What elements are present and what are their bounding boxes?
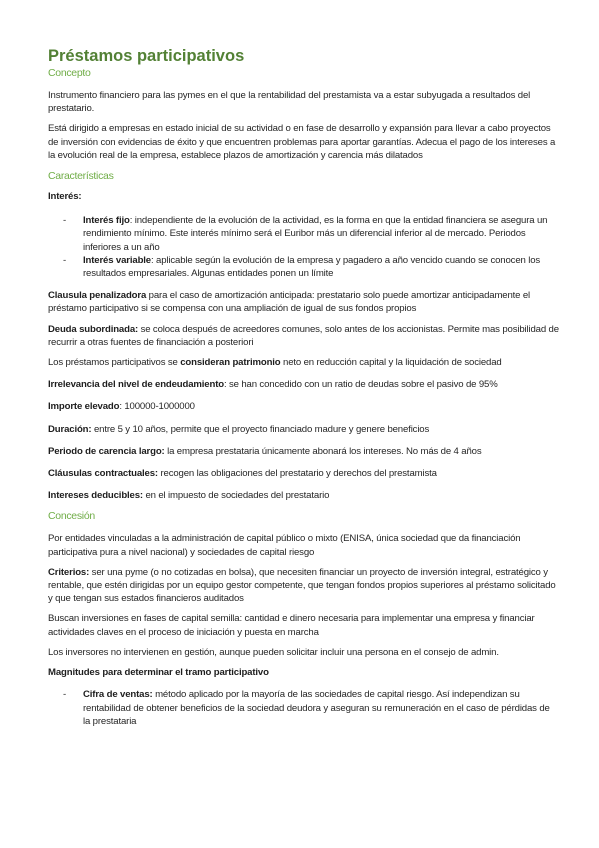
- term-cifra-ventas: Cifra de ventas:: [83, 689, 153, 701]
- list-item-interes-variable: - Interés variable: aplicable según la evolución de la empresa y pagadero a año vencido cuando se conocen los resultados empresariales. Algunas entidades ponen un límite: [63, 254, 541, 280]
- concepto-paragraph-1: Instrumento financiero para las pymes en el que la rentabilidad del prestamista va a estar subyugada a resultados del prestatario.: [48, 90, 531, 115]
- heading-concesion: Concesión: [48, 510, 95, 523]
- page-title: Préstamos participativos: [48, 47, 245, 65]
- interes-list: [48, 214, 559, 280]
- interes-label: Interés:: [48, 191, 82, 203]
- concepto-paragraph-2: Está dirigido a empresas en estado inicial de su actividad o en fase de desarrollo y expansión para llevar a cabo proyectos de inversión con evidencias de éxito y que encuentren problemas para aportar garantías. Adecua el pago de los intereses a la evolución real de la empresa, establece plazos de amortización y carencia más dilatados: [48, 123, 556, 161]
- heading-caracteristicas: Características: [48, 170, 114, 183]
- consideran-patrimonio: Los préstamos participativos se consideran patrimonio neto en reducción capital y la liquidación de sociedad: [48, 357, 502, 369]
- magnitudes-label: Magnitudes para determinar el tramo participativo: [48, 667, 269, 679]
- clausula-penalizadora: Clausula penalizadora para el caso de amortización anticipada: prestatario solo puede amortizar anticipadamente el préstamo participativo si se compensa con una ampliación de igual de sus fondos propios: [48, 290, 531, 315]
- heading-concepto: Concepto: [48, 67, 91, 79]
- duracion: Duración: entre 5 y 10 años, permite que el proyecto financiado madure y genere beneficios: [48, 423, 430, 435]
- bullet-dash: -: [63, 689, 67, 701]
- concesion-paragraph-2: Buscan inversiones en fases de capital semilla: cantidad e dinero necesaria para implementar una empresa y financiar actividades claves en el proceso de iniciación y puesta en marcha: [48, 613, 535, 638]
- bullet-dash: -: [63, 254, 67, 266]
- bullet-dash: -: [63, 215, 67, 227]
- term-interes-variable: Interés variable: [83, 254, 151, 266]
- concesion-paragraph-1: Por entidades vinculadas a la administración de capital público o mixto (ENISA, única sociedad que da financiación participativa pura a nivel nacional) y sociedades de capital riesgo: [48, 533, 521, 558]
- magnitudes-list: [48, 688, 559, 728]
- clausulas-contractuales: Cláusulas contractuales: recogen las obligaciones del prestatario y derechos del prestamista: [48, 468, 437, 480]
- criterios: Criterios: ser una pyme (o no cotizadas en bolsa), que necesiten financiar un proyecto de inversión integral, estratégico y rentable, que estén dirigidas por un equipo gestor competente, que tengan fondos propios superiores al préstamo solicitado y que tengan sus estados financieros auditados: [48, 566, 556, 605]
- irrelevancia-endeudamiento: Irrelevancia del nivel de endeudamiento: se han concedido con un ratio de deudas sobre el pasivo de 95%: [48, 379, 498, 391]
- periodo-carencia: Periodo de carencia largo: la empresa prestataria únicamente abonará los intereses. No más de 4 años: [48, 445, 482, 457]
- intereses-deducibles: Intereses deducibles: en el impuesto de sociedades del prestatario: [48, 490, 330, 502]
- term-interes-fijo: Interés fijo: [83, 215, 130, 227]
- deuda-subordinada: Deuda subordinada: se coloca después de acreedores comunes, solo antes de los accionistas. Permite mas posibilidad de recurrir a otras fuentes de financiación a posteriori: [48, 323, 559, 348]
- concesion-paragraph-3: Los inversores no intervienen en gestión, aunque pueden solicitar incluir una persona en el consejo de admin.: [48, 646, 499, 658]
- importe-elevado: Importe elevado: 100000-1000000: [48, 401, 195, 413]
- list-item-interes-fijo: - Interés fijo: independiente de la evolución de la actividad, es la forma en que la entidad financiera se asegura un rendimiento mínimo. Este interés mínimo será el Euribor más un diferencial inferior al de mercado. Periodos inferiores a un año: [63, 215, 548, 253]
- list-item-cifra-ventas: - Cifra de ventas: método aplicado por la mayoría de las sociedades de capital riesgo. Así independizan su rentabilidad de obtener beneficios de la sociedad deudora y aseguran su remuneración en el caso de pérdidas de la prestataria: [63, 689, 550, 727]
